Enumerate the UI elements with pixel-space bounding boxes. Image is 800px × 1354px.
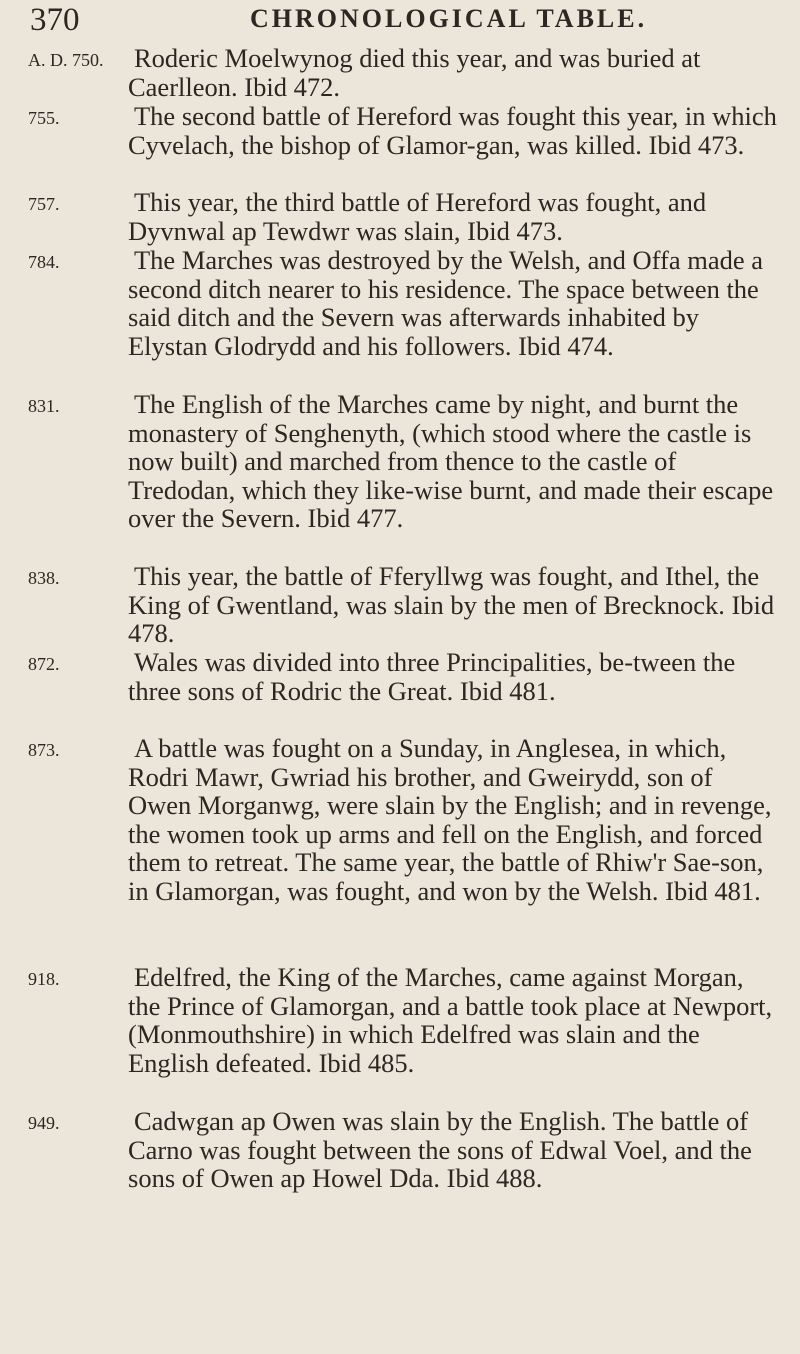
entry-year: 838. — [28, 568, 60, 588]
entry-text: This year, the battle of Fferyllwg was fought, and Ithel, the King of Gwentland, was slain by the men of Brecknock. Ibid 478. — [128, 561, 775, 649]
chronology-entry — [0, 188, 800, 246]
entry-year: 755. — [28, 108, 60, 128]
chronology-entry — [0, 390, 800, 562]
chronology-entry — [0, 246, 800, 390]
chronology-entry — [0, 562, 800, 648]
entry-year: 918. — [28, 969, 60, 989]
entry-year: A. D. 750. — [28, 50, 104, 70]
entry-text: This year, the third battle of Hereford was fought, and Dyvnwal ap Tewdwr was slain, Ibid 473. — [128, 187, 707, 246]
page-number: 370 — [30, 2, 80, 38]
entry-text: Cadwgan ap Owen was slain by the English. The battle of Carno was fought between the sons of Edwal Voel, and the sons of Owen ap Howel Dda. Ibid 488. — [128, 1106, 752, 1194]
entry-year: 872. — [28, 654, 60, 674]
entry-year: 757. — [28, 194, 60, 214]
chronology-entry — [0, 102, 800, 188]
running-title: CHRONOLOGICAL TABLE. — [250, 4, 648, 33]
entry-text: Roderic Moelwynog died this year, and was buried at Caerlleon. Ibid 472. — [128, 43, 701, 102]
entry-text: Wales was divided into three Principalities, be-tween the three sons of Rodric the Great. Ibid 481. — [128, 647, 736, 706]
entry-year: 873. — [28, 740, 60, 760]
chronology-entry — [0, 44, 800, 102]
entry-year: 831. — [28, 396, 60, 416]
entry-text: A battle was fought on a Sunday, in Anglesea, in which, Rodri Mawr, Gwriad his brother, and Gweirydd, son of Owen Morganwg, were slain by the English; and in revenge, the women took up arms and fell on the English, and forced them to retreat. The same year, the battle of Rhiw'r Sae-son, in Glamorgan, was fought, and won by the Welsh. Ibid 481. — [128, 733, 772, 906]
entry-year: 949. — [28, 1113, 60, 1133]
entry-text: The Marches was destroyed by the Welsh, and Offa made a second ditch nearer to his residence. The space between the said ditch and the Severn was afterwards inhabited by Elystan Glodrydd and his followers. Ibid 474. — [128, 245, 763, 361]
chronology-entry — [0, 963, 800, 1107]
entry-text: Edelfred, the King of the Marches, came against Morgan, the Prince of Glamorgan, and a battle took place at Newport, (Monmouthshire) in which Edelfred was slain and the English defeated. Ibid 485. — [128, 962, 773, 1078]
chronology-entry — [0, 648, 800, 734]
chronology-entry — [0, 734, 800, 963]
page-header — [30, 2, 770, 40]
entry-year: 784. — [28, 252, 60, 272]
chronology-entry — [0, 1107, 800, 1223]
entry-text: The second battle of Hereford was fought this year, in which Cyvelach, the bishop of Glamor-gan, was killed. Ibid 473. — [128, 101, 777, 160]
chronology-entries — [0, 44, 800, 1223]
entry-text: The English of the Marches came by night, and burnt the monastery of Senghenyth, (which stood where the castle is now built) and marched from thence to the castle of Tredodan, which they like-wise burnt, and made their escape over the Severn. Ibid 477. — [128, 389, 774, 534]
